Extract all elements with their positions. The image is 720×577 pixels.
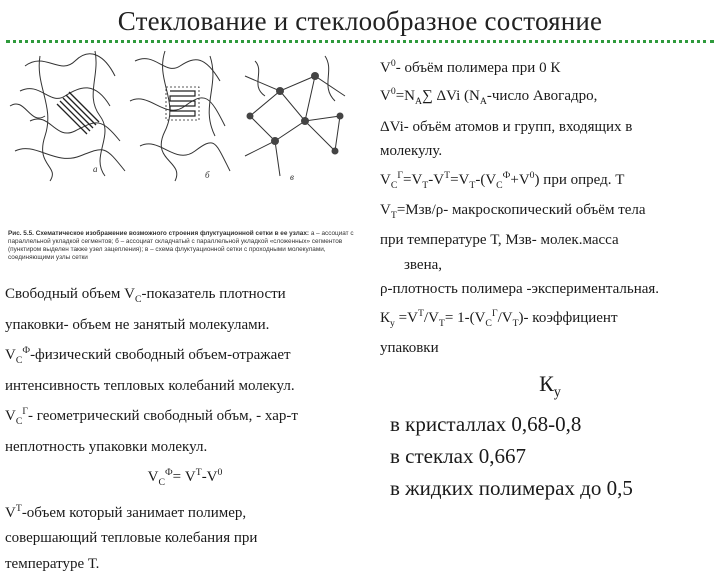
subscript: Т [422,180,428,191]
text: V [380,172,391,188]
text: =V [395,310,418,326]
superscript: Т [444,170,450,181]
subscript: Т [469,180,475,191]
text: К [539,371,554,396]
left-line-9: совершающий тепловые колебания при [5,526,365,552]
text: /V [498,310,513,326]
panel-label-b: б [205,170,210,180]
left-line-3 [5,338,365,374]
subscript: С [485,318,492,329]
fluctuation-network-figure [5,46,360,268]
superscript: Г [492,308,498,319]
text: -физический свободный объем-отражает [30,347,290,363]
title-divider [6,40,714,43]
text: =V [450,172,469,188]
text: - объём полимера при 0 К [396,60,561,76]
left-line-5 [5,399,365,435]
text: Свободный объем V [5,286,135,302]
text: V [5,408,16,424]
free-volume-equation [5,460,365,496]
subscript: Т [513,318,519,329]
network-schematic-image [5,46,360,186]
text: =V [403,172,422,188]
right-line-9: ρ-плотность полимера -экспериментальная. [380,277,720,301]
text: = V [173,469,196,485]
superscript: 0 [391,86,396,97]
right-line-3: ΔVi- объём атомов и групп, входящих в [380,115,720,139]
text: V [380,60,391,76]
subscript: Т [439,318,445,329]
left-line-2: упаковки- объем не занятый молекулами. [5,313,365,339]
right-line-8: звена, [380,253,720,277]
superscript: 0 [530,170,535,181]
text: +V [510,172,529,188]
text: V [380,88,391,104]
superscript: Г [397,170,403,181]
text: V [5,505,16,521]
superscript: Т [16,503,22,514]
text: -V [202,469,218,485]
subscript: С [391,180,398,191]
panel-label-c: в [290,172,294,182]
subscript: A [480,96,487,107]
right-line-2 [380,80,720,114]
superscript: Ф [503,170,511,181]
text: -V [428,172,444,188]
subscript: С [16,416,23,427]
subscript: у [390,318,395,329]
right-line-11: упаковки [380,336,720,360]
figure-caption-body: а – ассоциат с параллельной укладкой сегментов; б – ассоциат складчатый с параллельной укладкой «сложенных» сегментов (пунктиром выделен также узел зацепления); в – схема флуктуационной сетки с проходными молекулами, соединяющими узлы сетки [8,230,354,261]
right-line-6 [380,198,720,228]
text: =N [396,88,415,104]
text: ∑ ΔVi (N [422,88,480,104]
volume-formulas [380,52,720,360]
right-line-7: при температуре Т, Мзв- молек.масса [380,228,720,252]
text: = 1-(V [445,310,486,326]
right-line-5 [380,164,720,198]
superscript: Г [22,406,28,417]
text: К [380,310,390,326]
superscript: 0 [218,467,223,478]
superscript: Ф [165,467,173,478]
packing-coefficient-values [390,368,710,504]
subscript: Т [391,210,397,221]
subscript: С [16,355,23,366]
text: -показатель плотности [141,286,285,302]
subscript: A [415,96,422,107]
superscript: Т [196,467,202,478]
text: /V [424,310,439,326]
subscript: С [496,180,503,191]
text: ) при опред. Т [535,172,625,188]
right-line-4: молекулу. [380,139,720,163]
left-line-1 [5,282,365,313]
left-line-10: температуре Т. [5,552,365,577]
ky-row-glasses: в стеклах 0,667 [390,440,710,472]
text: -число Авогадро, [487,88,597,104]
superscript: Ф [22,345,30,356]
text: -объем который занимает полимер, [22,505,246,521]
left-line-8 [5,496,365,527]
packing-coefficient-heading [390,368,710,408]
text: V [148,469,159,485]
text: - геометрический свободный объм, - хар-т [28,408,298,424]
figure-caption [8,230,358,262]
left-line-4: интенсивность тепловых колебаний молекул. [5,374,365,400]
ky-row-liquid-polymers: в жидких полимерах до 0,5 [390,472,710,504]
panel-label-a: а [93,164,98,174]
text: )- коэффициент [519,310,618,326]
page-title: Стеклование и стеклообразное состояние [0,6,720,37]
left-line-6: неплотность упаковки молекул. [5,435,365,461]
free-volume-definitions [5,282,365,577]
subscript: С [135,294,142,305]
right-line-1 [380,52,720,80]
figure-caption-title: Рис. 5.5. Схематическое изображение возможного строения флуктуационной сетки в ее узлах: [8,230,309,237]
subscript: у [554,384,561,400]
text: V [5,347,16,363]
ky-row-crystals: в кристаллах 0,68-0,8 [390,408,710,440]
text: V [380,202,391,218]
superscript: 0 [391,58,396,69]
right-line-10 [380,302,720,336]
superscript: Т [418,308,424,319]
text: -(V [475,172,496,188]
text: =Мзв/ρ- макроскопический объём тела [397,202,646,218]
subscript: С [158,477,165,488]
